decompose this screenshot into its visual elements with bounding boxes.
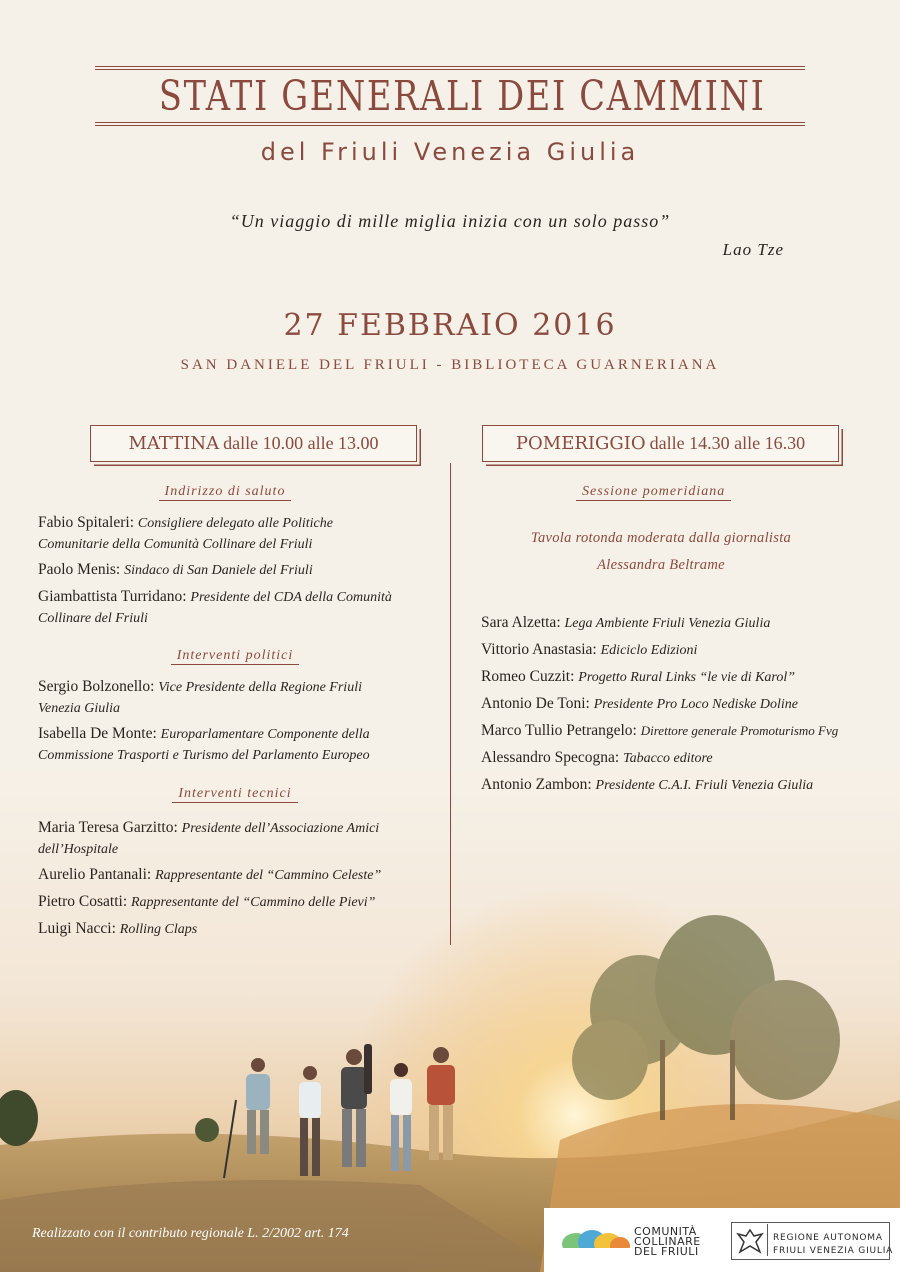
speaker-role: Europarlamentare Componente della bbox=[160, 727, 370, 742]
speaker-entry bbox=[38, 560, 313, 581]
speaker-role: Sindaco di San Daniele del Friuli bbox=[124, 563, 313, 578]
speaker-role: Vice Presidente della Regione Friuli bbox=[158, 680, 362, 695]
speaker-entry bbox=[481, 775, 813, 796]
quote-author: Lao Tze bbox=[722, 240, 784, 259]
morning-label: MATTINA bbox=[128, 433, 220, 454]
speaker-name: Aurelio Pantanali: bbox=[38, 866, 152, 883]
speaker-name: Sara Alzetta: bbox=[481, 614, 561, 631]
speaker-role: dell’Hospitale bbox=[38, 842, 119, 857]
speaker-name: Romeo Cuzzit: bbox=[481, 668, 575, 685]
speaker-role: Lega Ambiente Friuli Venezia Giulia bbox=[564, 616, 771, 631]
speaker-role: Presidente C.A.I. Friuli Venezia Giulia bbox=[595, 778, 814, 793]
section-title-politici: Interventi politici bbox=[50, 648, 420, 664]
speaker-entry bbox=[38, 677, 362, 719]
quote-text: “Un viaggio di mille miglia inizia con un solo passo” bbox=[229, 211, 671, 231]
event-venue: SAN DANIELE DEL FRIULI - BIBLIOTECA GUARNERIANA bbox=[180, 357, 720, 373]
section-title-pomeridiana: Sessione pomeridiana bbox=[490, 484, 860, 500]
speaker-name: Alessandro Specogna: bbox=[481, 749, 620, 766]
speaker-role: Ediciclo Edizioni bbox=[600, 643, 698, 658]
hills-logo-icon bbox=[562, 1226, 630, 1256]
speaker-role: Presidente del CDA della Comunità bbox=[190, 590, 392, 605]
logo-comunita-collinare: COMUNITÀ COLLINARE DEL FRIULI bbox=[634, 1225, 701, 1258]
speaker-role: Rappresentante del “Cammino delle Pievi” bbox=[131, 895, 376, 910]
speaker-name: Fabio Spitaleri: bbox=[38, 514, 135, 531]
speaker-name: Vittorio Anastasia: bbox=[481, 641, 597, 658]
speaker-entry bbox=[481, 613, 770, 634]
speaker-name: Giambattista Turridano: bbox=[38, 588, 187, 605]
speaker-name: Antonio De Toni: bbox=[481, 695, 590, 712]
page-title: STATI GENERALI DEI CAMMINI bbox=[158, 72, 766, 120]
speaker-role: Venezia Giulia bbox=[38, 701, 121, 716]
speaker-entry bbox=[481, 667, 795, 688]
speaker-name: Pietro Cosatti: bbox=[38, 893, 128, 910]
column-divider bbox=[450, 463, 451, 945]
eagle-icon bbox=[736, 1226, 764, 1256]
title-block bbox=[95, 66, 805, 126]
section-title-saluto: Indirizzo di saluto bbox=[40, 484, 410, 500]
speaker-role: Comunitarie della Comunità Collinare del Friuli bbox=[38, 537, 313, 552]
moderation-text: Tavola rotonda moderata dalla giornalista bbox=[530, 530, 792, 546]
afternoon-label: POMERIGGIO bbox=[515, 433, 646, 454]
speaker-name: Marco Tullio Petrangelo: bbox=[481, 722, 637, 739]
speaker-entry bbox=[38, 513, 333, 555]
speaker-role: Commissione Trasporti e Turismo del Parlamento Europeo bbox=[38, 748, 370, 763]
speaker-role: Presidente dell’Associazione Amici bbox=[181, 821, 380, 836]
speaker-entry bbox=[481, 694, 798, 715]
speaker-name: Antonio Zambon: bbox=[481, 776, 592, 793]
funding-credit: Realizzato con il contributo regionale L. 2/2002 art. 174 bbox=[32, 1226, 349, 1241]
speaker-role: Tabacco editore bbox=[623, 751, 713, 766]
speaker-name: Sergio Bolzonello: bbox=[38, 678, 155, 695]
logo-regione-autonoma: REGIONE AUTONOMA FRIULI VENEZIA GIULIA bbox=[773, 1233, 894, 1256]
speaker-role: Consigliere delegato alle Politiche bbox=[137, 516, 333, 531]
logo-separator bbox=[767, 1224, 768, 1256]
speaker-entry bbox=[481, 721, 838, 741]
moderator-name: Alessandra Beltrame bbox=[597, 557, 725, 573]
speaker-name: Isabella De Monte: bbox=[38, 725, 157, 742]
page-subtitle: del Friuli Venezia Giulia bbox=[260, 138, 640, 166]
speaker-name: Paolo Menis: bbox=[38, 561, 121, 578]
speaker-entry bbox=[38, 919, 197, 940]
speaker-role: Rolling Claps bbox=[119, 922, 198, 937]
morning-session-box bbox=[90, 425, 417, 462]
speaker-role: Rappresentante del “Cammino Celeste” bbox=[155, 868, 382, 883]
speaker-role: Direttore generale Promoturismo Fvg bbox=[640, 723, 839, 738]
speaker-role: Presidente Pro Loco Nediske Doline bbox=[593, 697, 798, 712]
speaker-entry bbox=[38, 865, 381, 886]
section-title-tecnici: Interventi tecnici bbox=[50, 786, 420, 802]
speaker-name: Luigi Nacci: bbox=[38, 920, 116, 937]
speaker-entry bbox=[38, 892, 375, 913]
speaker-role: Progetto Rural Links “le vie di Karol” bbox=[578, 670, 796, 685]
afternoon-time: dalle 14.30 alle 16.30 bbox=[649, 433, 806, 453]
title-rule-bottom bbox=[95, 122, 805, 126]
speaker-entry bbox=[481, 640, 697, 661]
speaker-entry bbox=[38, 818, 379, 860]
speaker-name: Maria Teresa Garzitto: bbox=[38, 819, 178, 836]
speaker-entry bbox=[38, 724, 370, 766]
morning-time: dalle 10.00 alle 13.00 bbox=[223, 433, 379, 453]
speaker-entry bbox=[38, 587, 392, 629]
speaker-entry bbox=[481, 748, 713, 769]
afternoon-session-box bbox=[482, 425, 839, 462]
speaker-role: Collinare del Friuli bbox=[38, 611, 148, 626]
event-date: 27 FEBBRAIO 2016 bbox=[283, 308, 617, 343]
